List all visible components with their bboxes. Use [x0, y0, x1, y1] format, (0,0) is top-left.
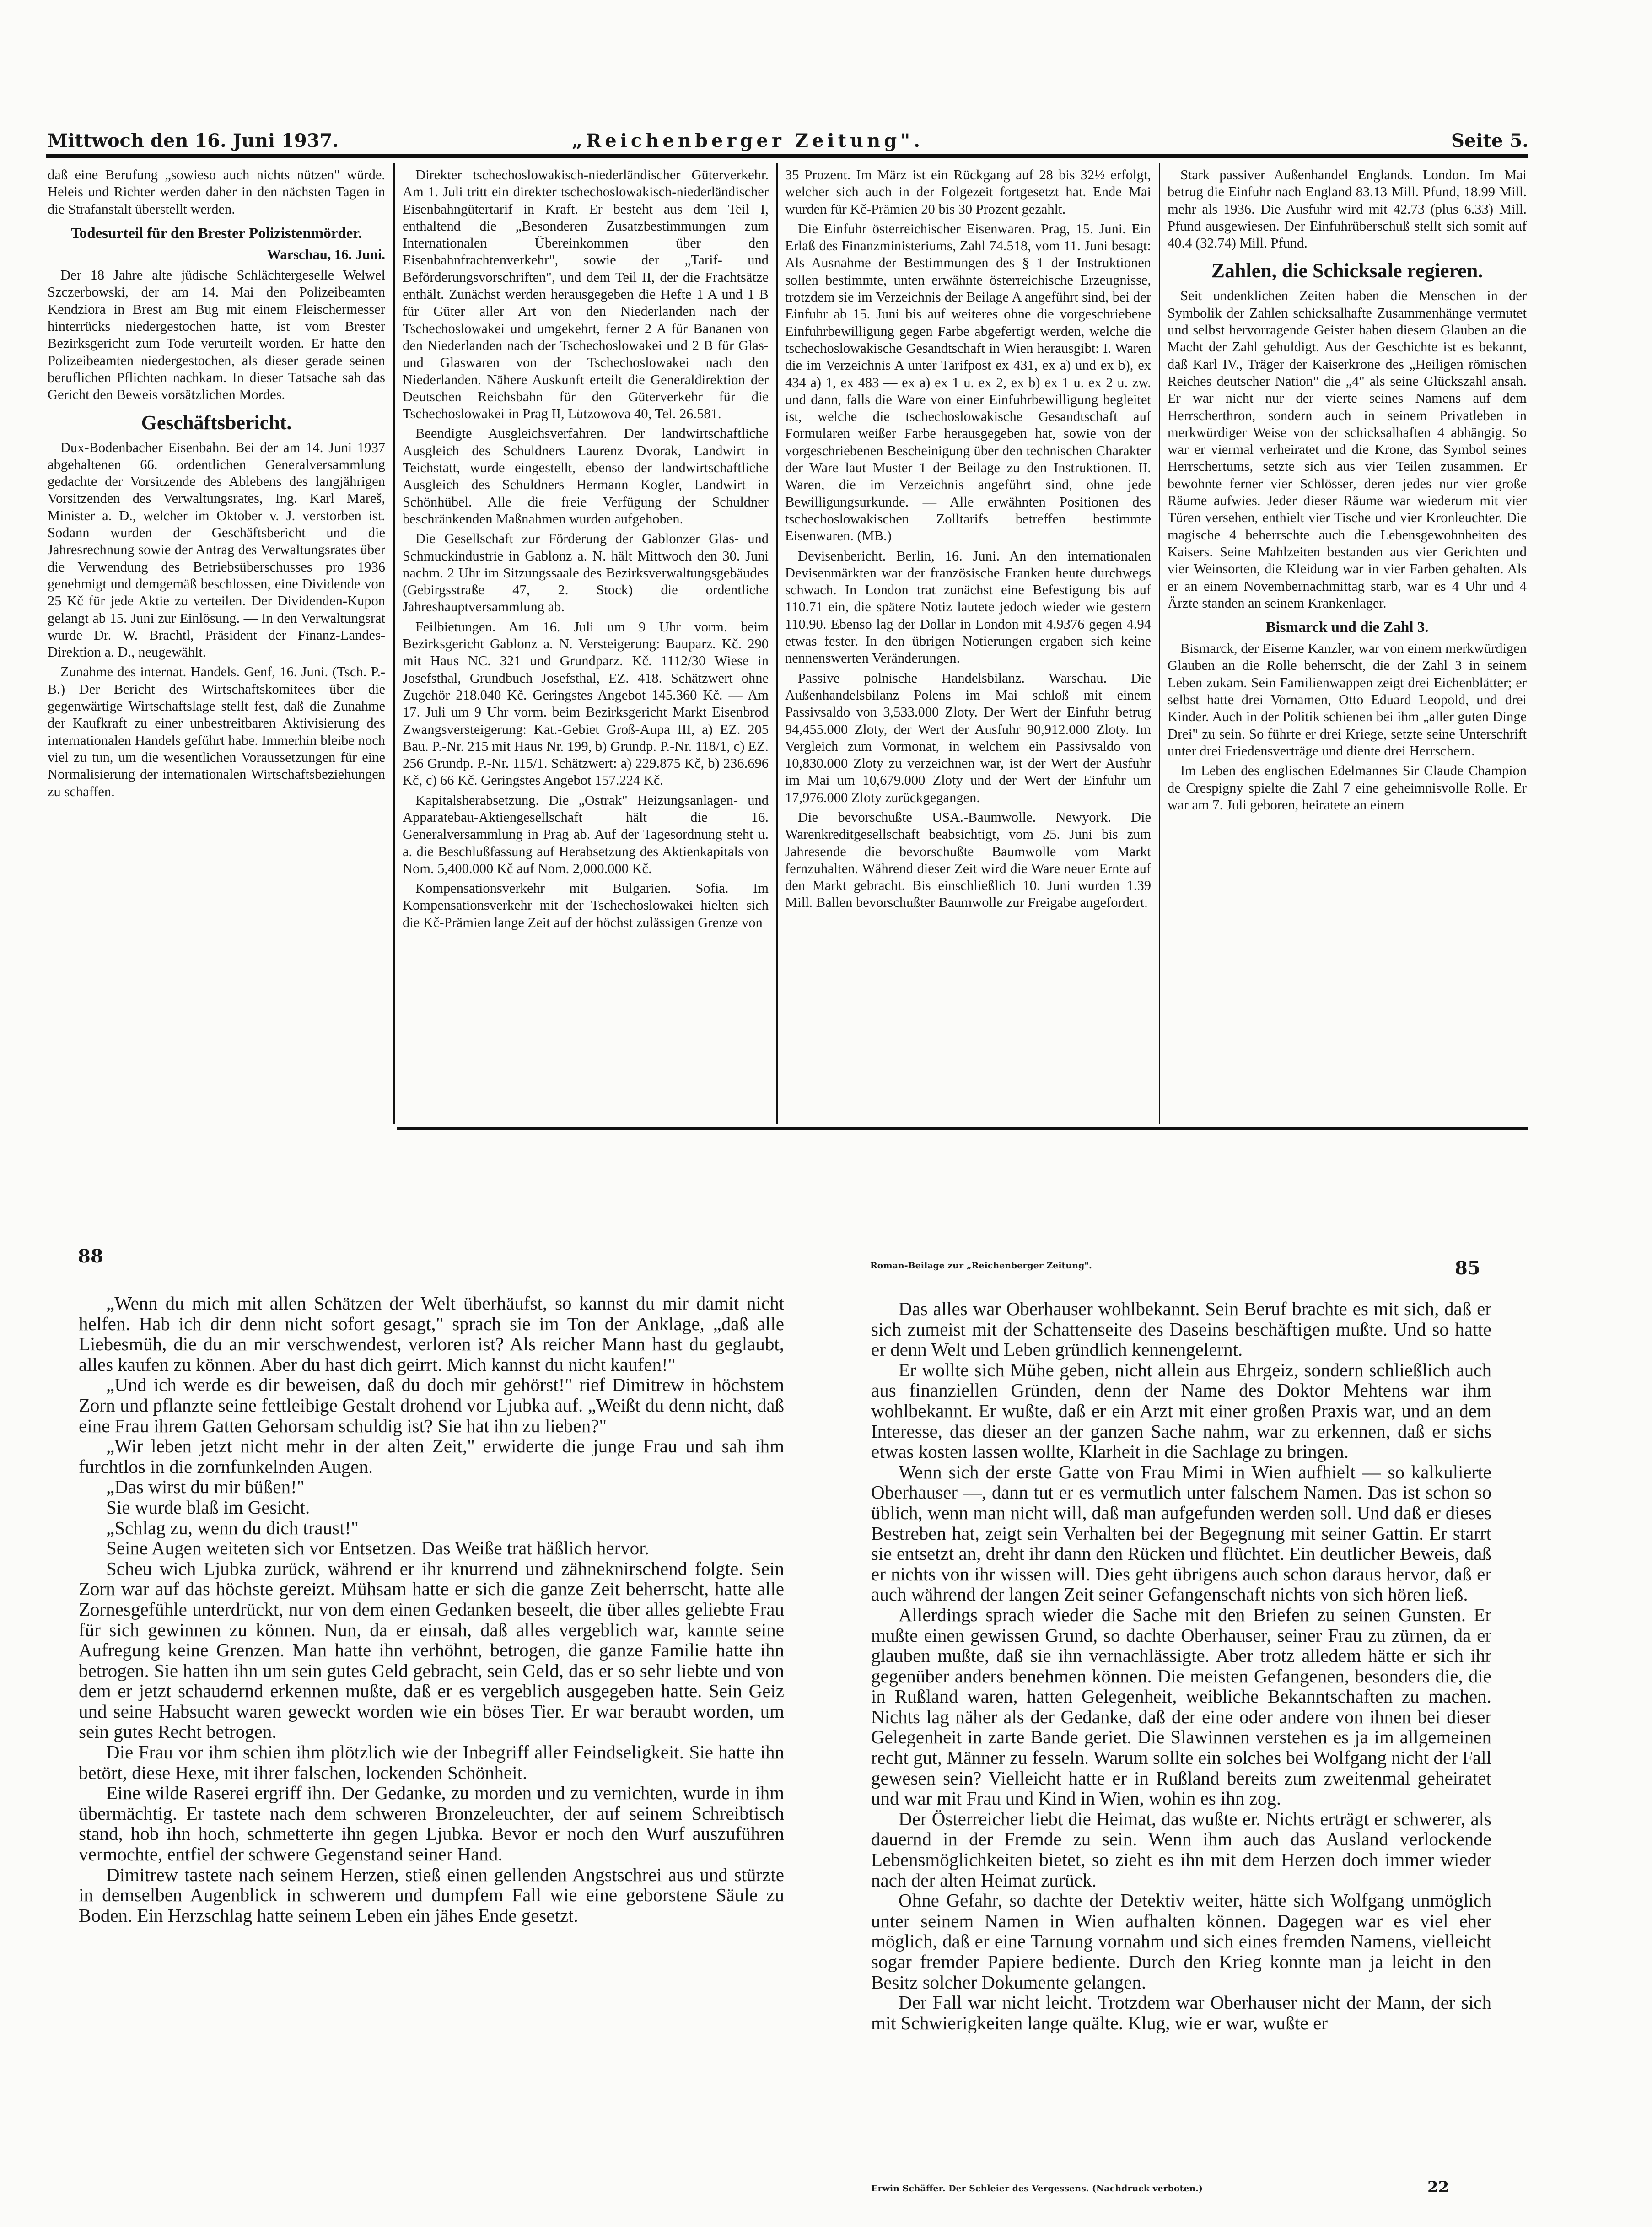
paragraph: Dimitrew tastete nach seinem Herzen, stieß einen gellenden Angstschrei aus und stürzte in demselben Augenblick in schwerem und dumpfem Fall wie eine geborstene Säule zu Boden. Ein Herzschlag hatte seinem Leben ein jähes Ende gesetzt.	[79, 1864, 784, 1926]
column-4	[1168, 167, 1527, 1123]
column-divider	[1159, 163, 1160, 1124]
paragraph: Passive polnische Handelsbilanz. Warschau. Die Außenhandelsbilanz Polens im Mai schloß mit einem Passivsaldo von 3,533.000 Zloty. Der Wert der Einfuhr betrug 94,455.000 Zloty, der Wert der Ausfuhr 90,912.000 Zloty. Im Vergleich zum Vormonat, in welchem ein Passivsaldo von 10,830.000 Zloty zu verzeichnen war, ist der Wert der Ausfuhr im Mai um 10,679.000 Zloty und der Wert der Einfuhr um 17,976.000 Zloty zurückgegangen.	[785, 670, 1151, 805]
bottom-rule	[397, 1127, 1528, 1130]
paragraph: „Das wirst du mir büßen!"	[106, 1476, 305, 1498]
header-rule	[46, 154, 1528, 158]
footer-number: 22	[1427, 2178, 1449, 2196]
sub-heading: Bismarck und die Zahl 3.	[1265, 619, 1429, 636]
paragraph: Die Gesellschaft zur Förderung der Gablonzer Glas- und Schmuckindustrie in Gablonz a. N. hält Mittwoch den 30. Juni nachm. 2 Uhr im Sitzungssaale des Bezirksverwaltungsgebäudes (Gebirgsstraße 47, 2. Stock) die ordentliche Jahreshauptversammlung ab.	[403, 531, 769, 615]
paragraph: Kompensationsverkehr mit Bulgarien. Sofia. Im Kompensationsverkehr mit der Tschechoslowakei hielten sich die Kč-Prämien lange Zeit auf der höchst zulässigen Grenze von	[403, 880, 769, 930]
paragraph: Bismarck, der Eiserne Kanzler, war von einem merkwürdigen Glauben an die Rolle beherrscht, die der Zahl 3 in seinem Leben zukam. Sein Familienwappen zeigt drei Eichenblätter; er selbst hatte drei Vornamen, Otto Eduard Leopold, und drei Kinder. Auch in der Politik schienen bei ihm „aller guten Dinge Drei" zu sein. So führte er drei Kriege, setzte seine Unterschrift unter drei Friedensverträge und diente drei Herrschern.	[1168, 641, 1527, 759]
paragraph: Beendigte Ausgleichsverfahren. Der landwirtschaftliche Ausgleich des Schuldners Laurenz Dvorak, Landwirt in Teichstatt, wurde eingestellt, ebenso der landwirtschaftliche Ausgleich des Schuldners Hermann Kogler, Landwirt in Schönhübel. Alle die freie Verfügung der Schuldner beschränkenden Maßnahmen wurden aufgehoben.	[403, 426, 769, 527]
left-page-text	[79, 1293, 784, 2044]
paragraph: Seit undenklichen Zeiten haben die Menschen in der Symbolik der Zahlen schicksalhafte Zusammenhänge vermutet und selbst hervorragende Geister haben diesem Glauben an die Macht der Zahl gehuldigt. Aus der Geschichte ist es bekannt, daß Karl IV., Träger der Kaiserkrone des „Heiligen römischen Reiches deutscher Nation" die „4" als seine Glückszahl ansah. Er war nicht nur der vierte seines Namens auf dem Herrscherthron, sondern auch in seinem Privatleben in merkwürdiger Weise von der schicksalhaften 4 abhängig. So war er viermal verheiratet und die Krone, das Symbol seines Herrschertums, setzte sich aus vier Teilen zusammen. Er bewohnte ferner vier Schlösser, deren jedes nur vier große Räume aufwies. Jeder dieser Räume war wiederum mit vier Türen versehen, enthielt vier Tische und vier Kronleuchter. Die magische 4 beherrschte auch die Lebensgewohnheiten des Kaisers. Seine Mahlzeiten bestanden aus vier Gerichten und vier Weinsorten, die Kleidung war in vier Farben gehalten. Als er an einem Novembernachmittag starb, war es 4 Uhr und 4 Ärzte standen an seinem Krankenlager.	[1168, 288, 1527, 611]
paragraph: Der Österreicher liebt die Heimat, das wußte er. Nichts erträgt er schwerer, als dauernd in der Fremde zu sein. Wenn ihm auch das Ausland verlockende Lebensmöglichkeiten bietet, so zieht es ihn mit dem Herzen doch immer wieder nach der alten Heimat zurück.	[871, 1808, 1491, 1891]
supplement-label: Roman-Beilage zur „Reichenberger Zeitung".	[870, 1261, 1092, 1271]
paragraph: „Wenn du mich mit allen Schätzen der Welt überhäufst, so kannst du mir damit nicht helfen. Hab ich dir denn nicht sofort gesagt," sprach sie im Ton der Anklage, „daß alle Liebesmüh, die du an mir verschwendest, verloren ist? Als reicher Mann hast du geglaubt, alles kaufen zu können. Aber du hast dich geirrt. Mich kannst du nicht kaufen!"	[79, 1293, 784, 1375]
header-title: „Reichenberger Zeitung".	[572, 130, 924, 151]
paragraph: Feilbietungen. Am 16. Juli um 9 Uhr vorm. beim Bezirksgericht Gablonz a. N. Versteigerung: Bauparz. Kč. 290 mit Haus NC. 321 und Grundparz. Kč. 1112/30 Wiese in Josefsthal, Grundbuch Josefsthal, EZ. 418. Schätzwert ohne Zugehör 218.040 Kč. Geringstes Angebot 145.360 Kč. — Am 17. Juli um 9 Uhr vorm. beim Bezirksgericht Markt Eisenbrod Zwangsversteigerung: Kat.-Gebiet Groß-Aupa III, a) EZ. 205 Bau. P.-Nr. 215 mit Haus Nr. 199, b) Grundp. P.-Nr. 118/1, c) EZ. 256 Grundp. P.-Nr. 115/1. Schätzwert: a) 229.875 Kč, b) 236.696 Kč, c) 66 Kč. Geringstes Angebot 157.224 Kč.	[403, 619, 769, 788]
paragraph: Die Einfuhr österreichischer Eisenwaren. Prag, 15. Juni. Ein Erlaß des Finanzministeriums, Zahl 74.518, vom 11. Juni besagt: Als Ausnahme der Bestimmungen des § 1 der Instruktionen sollen bestimmte, unten erwähnte österreichische Erzeugnisse, trotzdem sie im Verzeichnis der Beilage A angeführt sind, bei der Einfuhr ab 15. Juni bis auf weiteres ohne die vorgeschriebene Einfuhrbewilligung gegen Farbe abgefertigt werden, welche die tschechoslowakische Gesandtschaft in Wien herausgibt: I. Waren die im Verzeichnis A unter Tarifpost ex 431, ex a) und ex b), ex 434 a) 1, ex 483 — ex a) ex 1 u. ex 2, ex b) ex 1 u. ex 2 u. zw. und dann, falls die Ware von einer Einfuhrbewilligung begleitet ist, welche die tschechoslowakische Gesandtschaft auf Formularen weißer Farbe herausgegeben hat, sowie von der vorgeschriebenen Bescheinigung über den technischen Charakter der Ware laut Muster 1 der Beilage zu den Instruktionen. II. Waren, die im Verzeichnis angeführt sind, ohne jede Bewilligungsurkunde. — Alle erwähnten Positionen des tschechoslowakischen Zolltarifs betreffen bestimmte Eisenwaren. (MB.)	[785, 221, 1151, 544]
column-3	[785, 167, 1151, 1123]
paragraph: „Schlag zu, wenn du dich traust!"	[106, 1517, 359, 1538]
left-page-number: 88	[78, 1246, 103, 1267]
paragraph: Kapitalsherabsetzung. Die „Ostrak" Heizungsanlagen- und Apparatebau-Aktiengesellschaft hält die 16. Generalversammlung in Prag ab. Auf der Tagesordnung steht u. a. die Beschlußfassung auf Herabsetzung des Aktienkapitals von Nom. 5,400.000 Kč auf Nom. 2,000.000 Kč.	[403, 792, 769, 876]
paragraph: daß eine Berufung „sowieso auch nichts nützen" würde. Heleis und Richter werden daher in den nächsten Tagen in die Strafanstalt überstellt werden.	[48, 167, 385, 217]
column-1	[48, 167, 385, 1123]
paragraph: Die Frau vor ihm schien ihm plötzlich wie der Inbegriff aller Feindseligkeit. Sie hatte ihn betört, diese Hexe, mit ihrer falschen, lockenden Schönheit.	[79, 1742, 784, 1783]
column-divider	[776, 163, 778, 1124]
right-page-text	[871, 1299, 1491, 2151]
paragraph: Der Fall war nicht leicht. Trotzdem war Oberhauser nicht der Mann, der sich mit Schwierigkeiten lange quälte. Klug, wie er war, wußte er	[871, 1992, 1491, 2033]
paragraph: Im Leben des englischen Edelmannes Sir Claude Champion de Crespigny spielte die Zahl 7 eine geheimnisvolle Rolle. Er war am 7. Juli geboren, heiratete an einem	[1168, 763, 1527, 813]
paragraph: Er wollte sich Mühe geben, nicht allein aus Ehrgeiz, sondern schließlich auch aus finanziellen Gründen, denn der Name des Doktor Mehtens war ihm wohlbekannt. Er wußte, daß er ein Arzt mit einer großen Praxis war, und an dem Interesse, das dieser an der ganzen Sache nahm, war zu erkennen, daß er sichs etwas kosten lassen wollte, Klarheit in die Sachlage zu bringen.	[871, 1359, 1491, 1462]
paragraph: Ohne Gefahr, so dachte der Detektiv weiter, hätte sich Wolfgang unmöglich unter seinem Namen in Wien aufhalten können. Dagegen war es viel eher möglich, daß er eine Tarnung vornahm und sich eines fremden Namens, vielleicht sogar fremder Papiere bediente. Durch den Krieg konnte man ja leicht in den Besitz solcher Dokumente gelangen.	[871, 1890, 1491, 1993]
paragraph: Der 18 Jahre alte jüdische Schlächtergeselle Welwel Szczerbowski, der am 14. Mai den Polizeibeamten Kendziora in Brest am Bug mit einem Fleischermesser hinterrücks niedergestochen hatte, ist vom Brester Bezirksgericht zum Tode verurteilt worden. Er hatte den Polizeibeamten niedergestochen, als dieser gerade seinen beruflichen Pflichten nachkam. In dieser Tatsache sah das Gericht den Beweis vorsätzlichen Mordes.	[48, 267, 385, 403]
paragraph: Seine Augen weiteten sich vor Entsetzen. Das Weiße trat häßlich hervor.	[106, 1537, 649, 1559]
column-divider	[393, 163, 395, 1124]
serial-footer: Erwin Schäffer. Der Schleier des Vergessens. (Nachdruck verboten.)	[871, 2184, 1203, 2194]
paragraph: „Wir leben jetzt nicht mehr in der alten Zeit," erwiderte die junge Frau und sah ihm furchtlos in die zornfunkelnden Augen.	[79, 1435, 784, 1477]
paragraph: Stark passiver Außenhandel Englands. London. Im Mai betrug die Einfuhr nach England 83.13 Mill. Pfund, 18.99 Mill. mehr als 1936. Die Ausfuhr wird mit 42.73 (plus 6.33) Mill. Pfund ausgewiesen. Der Einfuhrüberschuß stellt sich somit auf 40.4 (32.74) Mill. Pfund.	[1168, 167, 1527, 251]
paragraph: „Und ich werde es dir beweisen, daß du doch mir gehörst!" rief Dimitrew in höchstem Zorn und pflanzte seine fettleibige Gestalt drohend vor Ljubka auf. „Weißt du denn nicht, daß eine Frau ihrem Gatten Gehorsam schuldig ist? Sie hat ihn zu lieben?"	[79, 1374, 784, 1436]
header-date: Mittwoch den 16. Juni 1937.	[48, 130, 339, 151]
paragraph: Das alles war Oberhauser wohlbekannt. Sein Beruf brachte es mit sich, daß er sich zumeist mit der Schattenseite des Daseins beschäftigen mußte. Und so hatte er denn Welt und Leben gründlich kennengelernt.	[871, 1299, 1491, 1360]
article-heading: Zahlen, die Schicksale regieren.	[1211, 259, 1483, 282]
paragraph: 35 Prozent. Im März ist ein Rückgang auf 28 bis 32½ erfolgt, welcher sich auch in der Folgezeit fortgesetzt hat. Ende Mai wurden für Kč-Prämien 20 bis 30 Prozent gezahlt.	[785, 167, 1151, 217]
paragraph: Zunahme des internat. Handels. Genf, 16. Juni. (Tsch. P.-B.) Der Bericht des Wirtschaftskomitees über die gegenwärtige Wirtschaftslage stellt fest, daß die Zunahme der Kaufkraft zu einer unbestreitbaren Aktivisierung des internationalen Handels geführt habe. Immerhin bleibe noch viel zu tun, um die wesentlichen Voraussetzungen für eine Normalisierung der internationalen Wirtschaftsbeziehungen zu schaffen.	[48, 664, 385, 799]
paragraph: Direkter tschechoslowakisch-niederländischer Güterverkehr. Am 1. Juli tritt ein direkter tschechoslowakisch-niederländischer Eisenbahngütertarif in Kraft. Er besteht aus dem Teil I, enthaltend die „Besonderen Zusatzbestimmungen zum Internationalen Übereinkommen über den Eisenbahnfrachtenverkehr", sowie der „Tarif- und Beförderungsvorschriften", und dem Teil II, der die Frachtsätze enthält. Zunächst werden herausgegeben die Hefte 1 A und 1 B für Güter aller Art von den Niederlanden nach der Tschechoslowakei und umgekehrt, ferner 2 A für Bananen von den Niederlanden nach der Tschechoslowakei und 2 B für Glas- und Glaswaren von der Tschechoslowakei nach den Niederlanden. Nähere Auskunft erteilt die Generaldirektion der Deutschen Reichsbahn für den Güterverkehr für die Tschechoslowakei in Prag II, Lützowova 40, Tel. 26.581.	[403, 167, 769, 422]
right-page-number: 85	[1455, 1257, 1480, 1279]
article-heading: Todesurteil für den Brester Polizistenmörder.	[70, 225, 362, 242]
paragraph: Eine wilde Raserei ergriff ihn. Der Gedanke, zu morden und zu vernichten, wurde in ihm übermächtig. Er tastete nach dem schweren Bronzeleuchter, der auf seinem Schreibtisch stand, hob ihn hoch, schmetterte ihn gegen Ljubka. Bevor er noch den Wurf auszuführen vermochte, entfiel der schwere Gegenstand seiner Hand.	[79, 1782, 784, 1865]
paragraph: Devisenbericht. Berlin, 16. Juni. An den internationalen Devisenmärkten war der französische Franken heute durchwegs schwach. In London trat zunächst eine Befestigung bis auf 110.71 ein, die spätere Notiz lautete jedoch wieder wie gestern 110.90. Ebenso lag der Dollar in London mit 4.9376 gegen 4.94 etwas fester. In den übrigen Notierungen ergaben sich keine nennenswerten Veränderungen.	[785, 548, 1151, 666]
paragraph: Dux-Bodenbacher Eisenbahn. Bei der am 14. Juni 1937 abgehaltenen 66. ordentlichen Generalversammlung gedachte der Vorsitzende des Ablebens des langjährigen Vorsitzenden des Verwaltungsrates, Ing. Karl Mareš, Minister a. D., welcher im Oktober v. J. verstorben ist. Sodann wurden der Geschäftsbericht und die Jahresrechnung sowie der Antrag des Verwaltungsrates über die Verwendung des Betriebsüberschusses pro 1936 genehmigt und demgemäß beschlossen, eine Dividende von 25 Kč für jede Aktie zu verteilen. Der Dividenden-Kupon gelangt ab 15. Juni zur Einlösung. — In den Verwaltungsrat wurde Dr. W. Brachtl, Präsident der Finanz-Landes-Direktion a. D., neugewählt.	[48, 439, 385, 660]
section-heading: Geschäftsbericht.	[141, 411, 292, 434]
column-2	[403, 167, 769, 1123]
header-page-number: Seite 5.	[1451, 130, 1529, 151]
paragraph: Allerdings sprach wieder die Sache mit den Briefen zu seinen Gunsten. Er mußte einen gewissen Grund, so dachte Oberhauser, seiner Frau zu zürnen, da er glauben mußte, daß sie ihn vernachlässigte. Aber trotz alledem hätte er sich ihr gegenüber anders benehmen können. Die meisten Gefangenen, besonders die, die in Rußland waren, hatten Gelegenheit, weibliche Bekanntschaften zu machen. Nichts lag näher als der Gedanke, daß der eine oder andere von ihnen bei dieser Gelegenheit in zarte Bande geriet. Die Slawinnen verstehen es ja im allgemeinen recht gut, Männer zu fesseln. Warum sollte ein solches bei Wolfgang nicht der Fall gewesen sein? Vielleicht hatte er in Rußland bereits zum zweitenmal geheiratet und war mit Frau und Kind in Wien, wohin es ihn zog.	[871, 1604, 1491, 1809]
paragraph: Die bevorschußte USA.-Baumwolle. Newyork. Die Warenkreditgesellschaft beabsichtigt, vom 25. Juni bis zum Jahresende die bevorschußte Baumwolle vom Markt fernzuhalten. Während dieser Zeit wird die Ware neuer Ernte auf den Markt gebracht. Bis einschließlich 10. Juni wurden 1.39 Mill. Ballen bevorschußter Baumwolle zur Freigabe angefordert.	[785, 809, 1151, 911]
paragraph: Wenn sich der erste Gatte von Frau Mimi in Wien aufhielt — so kalkulierte Oberhauser —, dann tut er es vermutlich unter falschem Namen. Das ist schon so üblich, wenn man nicht will, daß man aufgefunden werden soll. Und daß er dieses Bestreben hat, zeigt sein Verhalten bei der Begegnung mit seiner Gattin. Er starrt sie entsetzt an, dreht ihr dann den Rücken und flüchtet. Ein deutlicher Beweis, daß er nichts von ihr wissen will. Dies geht übrigens auch schon daraus hervor, daß er auch während der langen Zeit seiner Gefangenschaft nichts von sich hören ließ.	[871, 1461, 1491, 1605]
paragraph: Scheu wich Ljubka zurück, während er ihr knurrend und zähneknirschend folgte. Sein Zorn war auf das höchste gereizt. Mühsam hatte er sich die ganze Zeit beherrscht, hatte alle Zornesgefühle unterdrückt, nur von dem einen Gedanken beseelt, die über alles geliebte Frau für sich gewinnen zu können. Nun, da er einsah, daß alles vergeblich war, kannte seine Aufregung keine Grenzen. Man hatte ihn verhöhnt, betrogen, die ganze Familie hatte ihn betrogen. Sie hatten ihn um sein gutes Geld gebracht, sein Geld, das er so sehr liebte und von dem er jetzt schaudernd erkennen mußte, daß er es vergeblich ausgegeben hatte. Sein Geiz und seine Habsucht waren geweckt worden wie ein böses Tier. Er war beraubt worden, um sein gutes Recht betrogen.	[79, 1558, 784, 1742]
dateline: Warschau, 16. Juni.	[267, 246, 385, 262]
paragraph: Sie wurde blaß im Gesicht.	[106, 1496, 310, 1518]
